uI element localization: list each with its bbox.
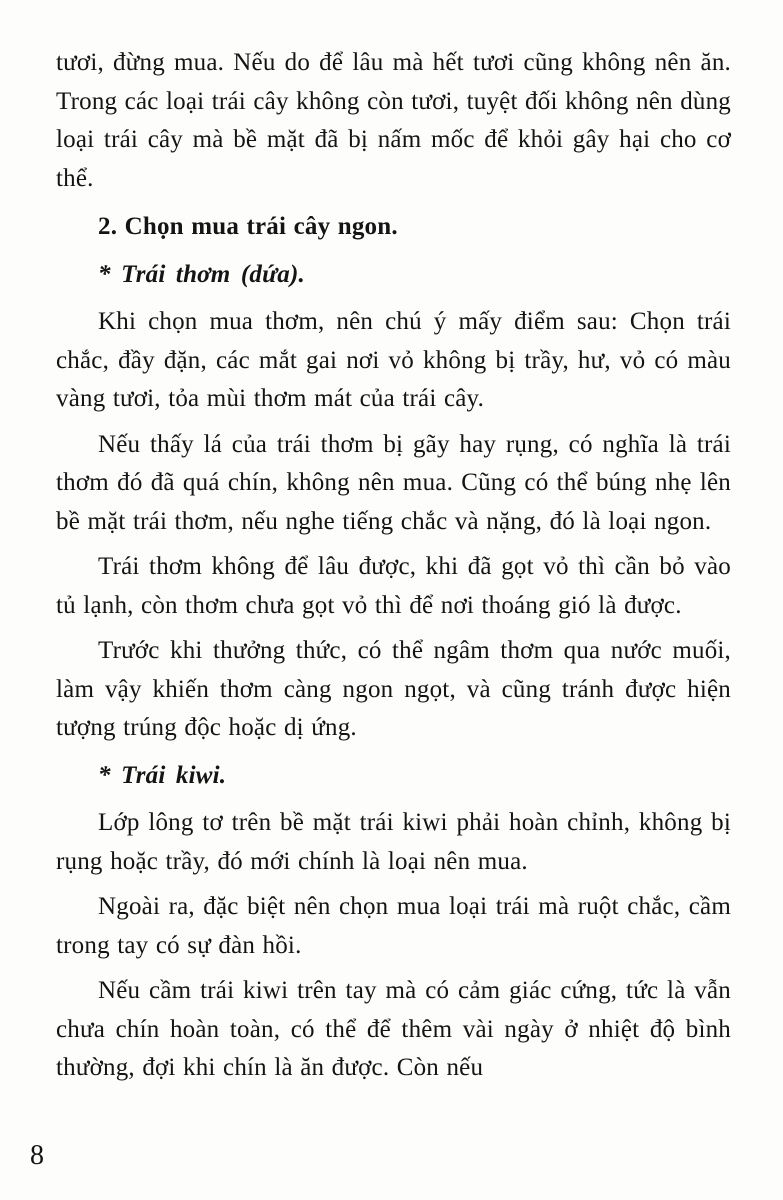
section-heading: 2. Chọn mua trái cây ngon. [98, 213, 398, 240]
paragraph: tươi, đừng mua. Nếu do để lâu mà hết tươi cũng không nên ăn. Trong các loại trái cây không còn tươi, tuyệt đối không nên dùng loại trái cây mà bề mặt đã bị nấm mốc để khỏi gây hại cho cơ thể. [56, 49, 731, 192]
paragraph: Nếu thấy lá của trái thơm bị gãy hay rụng, có nghĩa là trái thơm đó đã quá chín, không nên mua. Cũng có thể búng nhẹ lên bề mặt trái thơm, nếu nghe tiếng chắc và nặng, đó là loại ngon. [56, 430, 731, 535]
page-number: 8 [30, 1140, 44, 1171]
subsection-heading-kiwi: * Trái kiwi. [98, 761, 227, 789]
paragraph: Trước khi thưởng thức, có thể ngâm thơm qua nước muối, làm vậy khiến thơm càng ngon ngọt, và cũng tránh được hiện tượng trúng độc hoặc dị ứng. [56, 637, 731, 741]
paragraph: Ngoài ra, đặc biệt nên chọn mua loại trái mà ruột chắc, cầm trong tay có sự đàn hồi. [56, 893, 731, 959]
paragraph: Nếu cầm trái kiwi trên tay mà có cảm giác cứng, tức là vẫn chưa chín hoàn toàn, có thể để thêm vài ngày ở nhiệt độ bình thường, đợi khi chín là ăn được. Còn nếu [56, 977, 731, 1081]
paragraph: Trái thơm không để lâu được, khi đã gọt vỏ thì cần bỏ vào tủ lạnh, còn thơm chưa gọt vỏ thì để nơi thoáng gió là được. [56, 553, 731, 619]
paragraph: Lớp lông tơ trên bề mặt trái kiwi phải hoàn chỉnh, không bị rụng hoặc trầy, đó mới chính là loại nên mua. [56, 809, 731, 875]
paragraph: Khi chọn mua thơm, nên chú ý mấy điểm sau: Chọn trái chắc, đầy đặn, các mắt gai nơi vỏ không bị trầy, hư, vỏ có màu vàng tươi, tỏa mùi thơm mát của trái cây. [56, 308, 731, 412]
subsection-heading-pineapple: * Trái thơm (dứa). [98, 260, 305, 288]
